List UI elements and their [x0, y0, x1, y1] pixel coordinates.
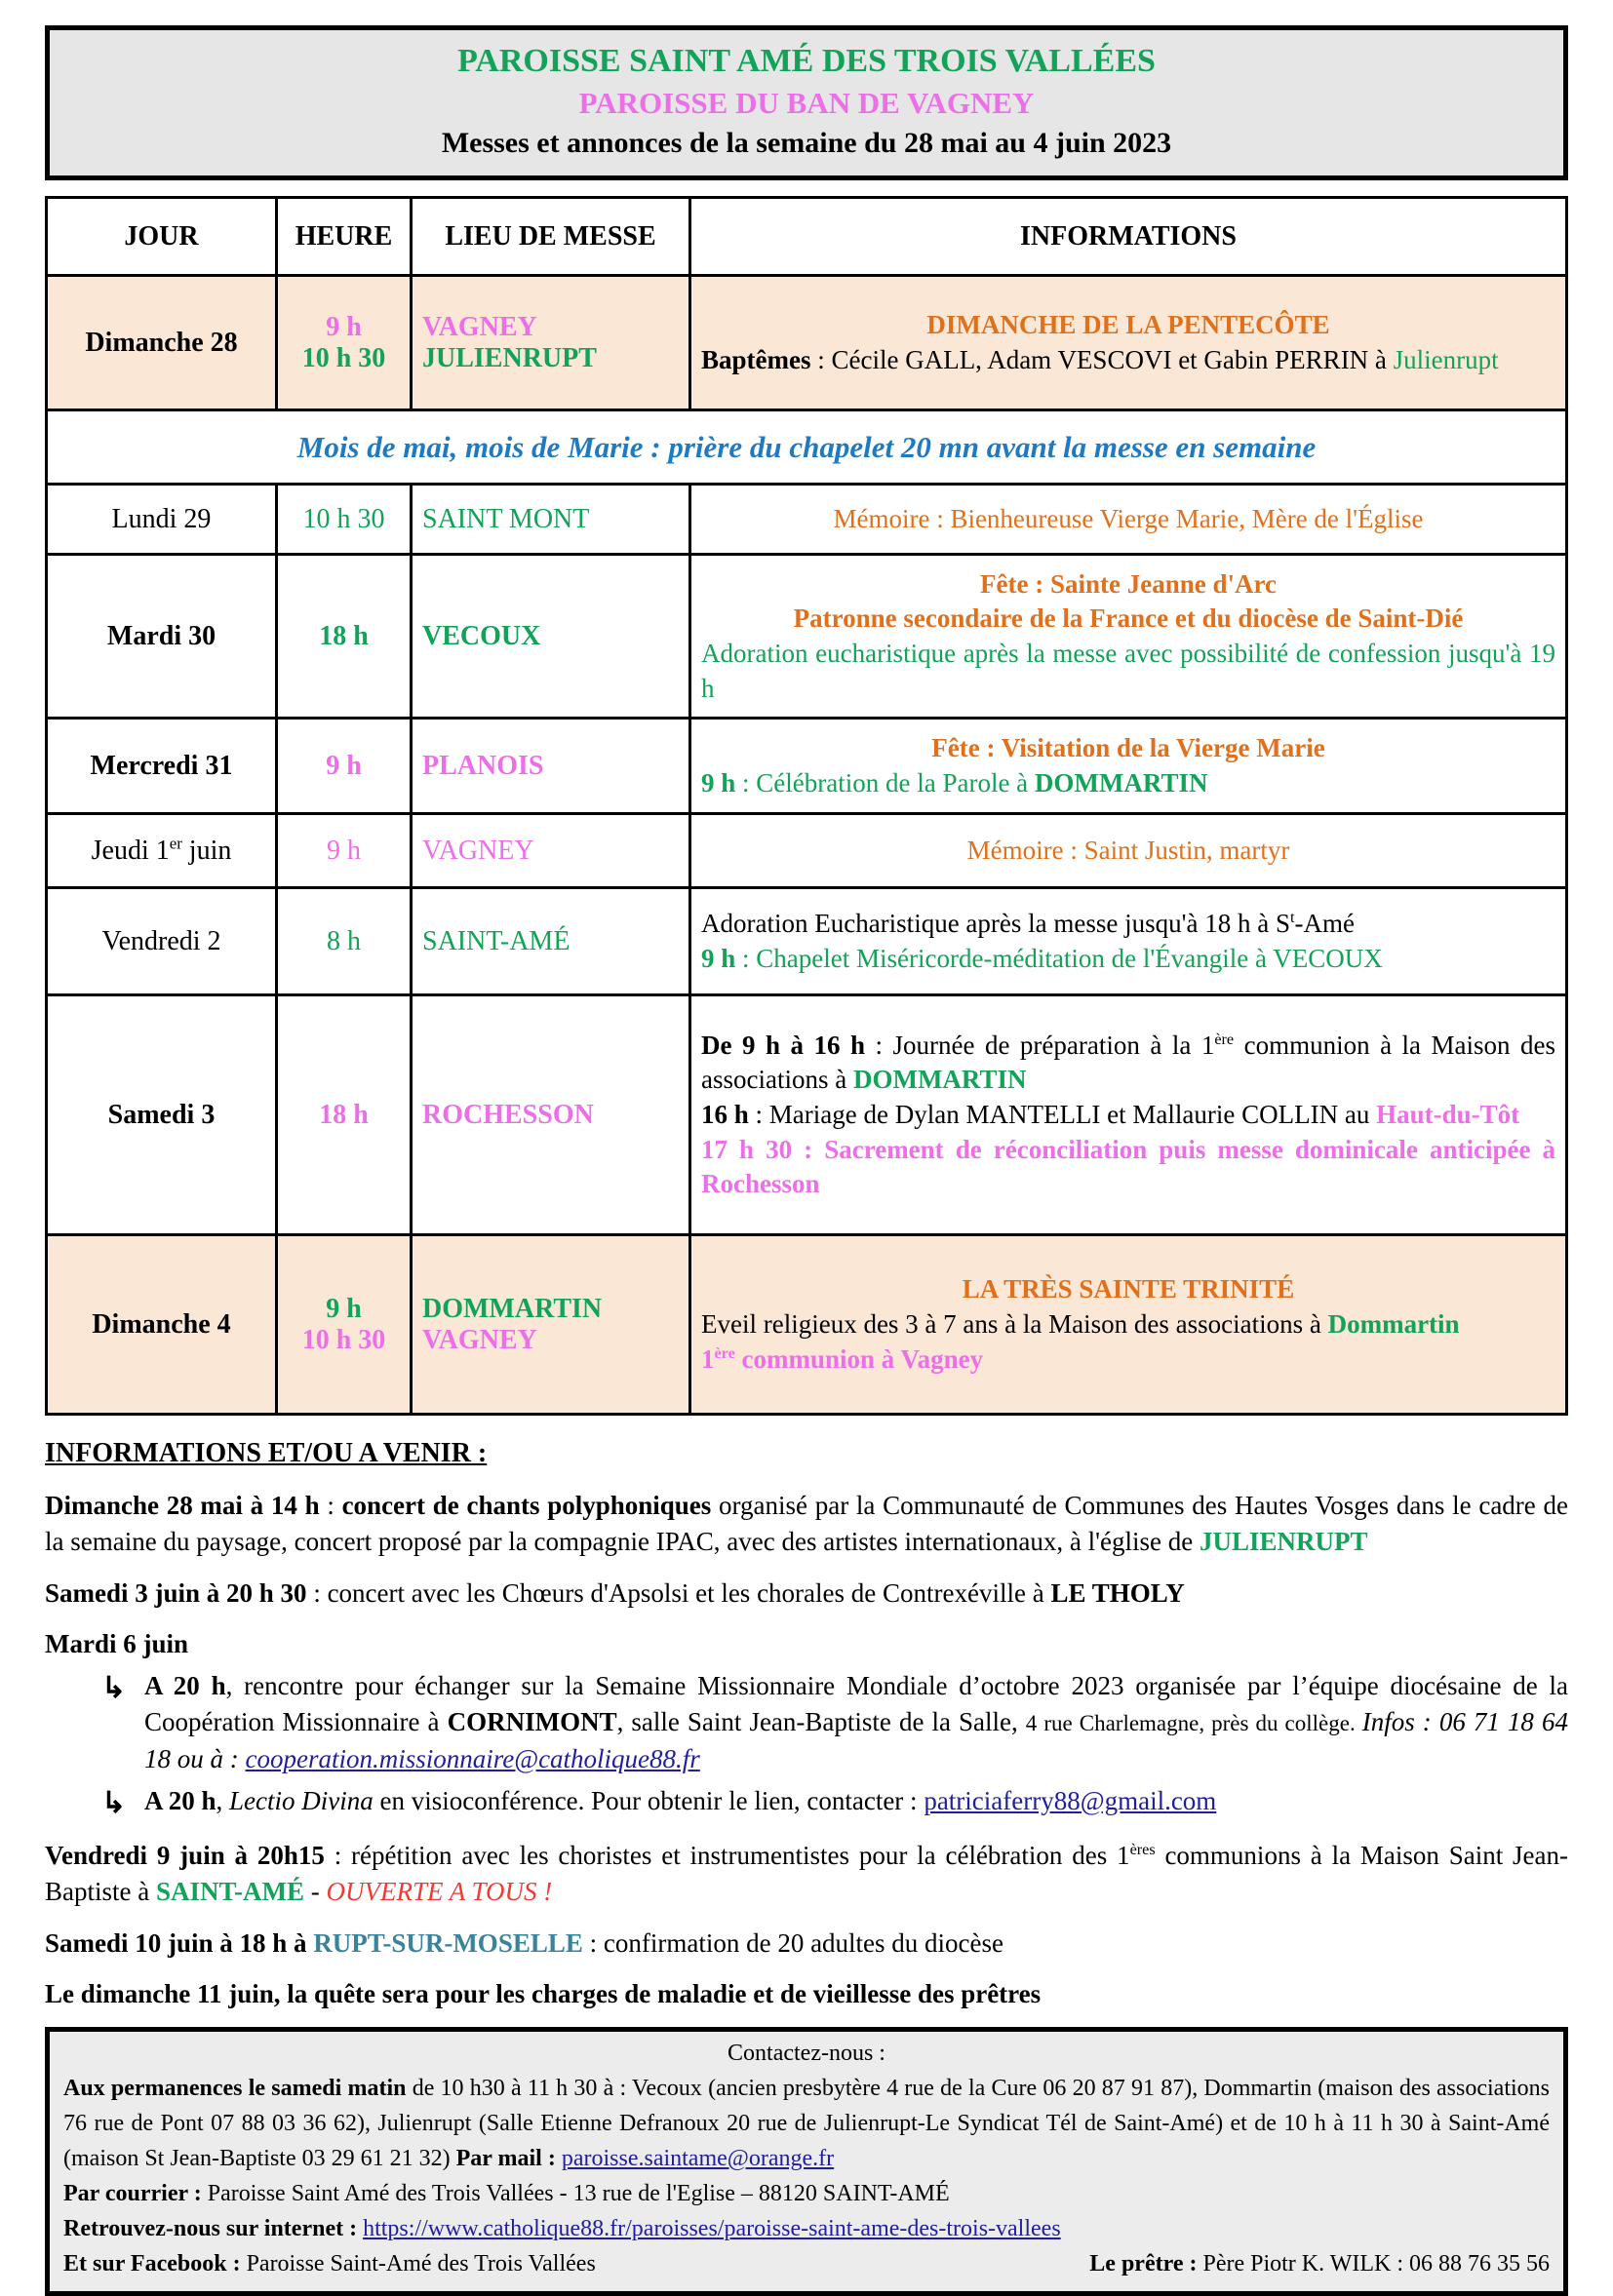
contact-permanences: Aux permanences le samedi matin de 10 h30 à 11 h 30 à : Vecoux (ancien presbytère 4 rue de la Cure 06 20 87 91 87), Dommartin (maison des associations 76 rue de Pont 07 88 03 36 62), Julienrupt (Salle Etienne Defranoux 20 rue de Julienrupt-Le Syndicat Tél de Saint-Amé) et de 10 h à 11 h 30 à Saint-Amé (maison St Jean-Baptiste 03 29 61 21 32) Par mail : paroisse.saintame@orange.fr [63, 2076, 1551, 2172]
day-cell: Mardi 30 [47, 555, 277, 719]
month-of-mary-note: Mois de mai, mois de Marie : prière du chapelet 20 mn avant la messe en semaine [47, 410, 1567, 485]
announcement-mardi-6-juin-heading: Mardi 6 juin [45, 1628, 189, 1658]
day-cell: Mercredi 31 [47, 719, 277, 814]
cooperation-email-link[interactable]: cooperation.missionnaire@catholique88.fr [245, 1743, 700, 1773]
place-cell: ROCHESSON [412, 995, 690, 1235]
table-row-dimanche-4 [47, 1235, 1567, 1415]
bullet-text-lectio-divina: A 20 h, Lectio Divina en visioconférence. Pour obtenir le lien, contacter : patriciaferry88@gmail.com [144, 1785, 1217, 1815]
col-header-jour: JOUR [47, 198, 277, 276]
curved-arrow-bullet-icon: ↳ [101, 1672, 127, 1704]
day-cell: Dimanche 28 [47, 276, 277, 410]
table-row-samedi-3 [47, 995, 1567, 1235]
col-header-heure: HEURE [277, 198, 412, 276]
day-cell: Dimanche 4 [47, 1235, 277, 1415]
bullet-text-missionnaire: A 20 h, rencontre pour échanger sur la Semaine Missionnaire Mondiale d’octobre 2023 organisée par l’équipe diocésaine de la Coopération Missionnaire à CORNIMONT, salle Saint Jean-Baptiste de la Salle, 4 rue Charlemagne, près du collège. Infos : 06 71 18 64 18 ou à : cooperation.missionnaire@catholique88.fr [144, 1671, 1568, 1773]
contact-box [45, 2027, 1568, 2296]
col-header-informations: INFORMATIONS [690, 198, 1567, 276]
contact-courrier: Par courrier : Paroisse Saint Amé des Trois Vallées - 13 rue de l'Eglise – 88120 SAINT-AMÉ [63, 2181, 950, 2207]
announcement-concert-choeurs: Samedi 3 juin à 20 h 30 : concert avec les Chœurs d'Apsolsi et les chorales de Contrexéville à LE THOLY [45, 1577, 1185, 1608]
info-cell: DIMANCHE DE LA PENTECÔTE Baptêmes : Cécile GALL, Adam VESCOVI et Gabin PERRIN à Julienrupt [690, 276, 1567, 410]
bullet-item-missionnaire [101, 1668, 1568, 1777]
place-cell: SAINT-AMÉ [412, 888, 690, 995]
info-cell: Fête : Visitation de la Vierge Marie 9 h : Célébration de la Parole à DOMMARTIN [690, 719, 1567, 814]
time-cell: 9 h 10 h 30 [277, 1235, 412, 1415]
day-cell: Lundi 29 [47, 485, 277, 555]
patricia-email-link[interactable]: patriciaferry88@gmail.com [924, 1785, 1217, 1815]
table-row-mercredi-31 [47, 719, 1567, 814]
parish-title-1: PAROISSE SAINT AMÉ DES TROIS VALLÉES [457, 43, 1156, 79]
contact-footer-row [63, 2246, 1550, 2281]
day-cell: Jeudi 1er juin [47, 814, 277, 888]
info-cell: Mémoire : Saint Justin, martyr [690, 814, 1567, 888]
parish-title-2: PAROISSE DU BAN DE VAGNEY [578, 85, 1035, 120]
day-cell: Samedi 3 [47, 995, 277, 1235]
parish-email-link[interactable]: paroisse.saintame@orange.fr [561, 2146, 835, 2172]
contact-internet: Retrouvez-nous sur internet : https://www.catholique88.fr/paroisses/paroisse-saint-ame-des-trois-vallees [63, 2216, 1061, 2242]
announcements-section [45, 1435, 1568, 2012]
place-cell: VAGNEY [412, 814, 690, 888]
time-cell: 8 h [277, 888, 412, 995]
table-row-dimanche-28 [47, 276, 1567, 410]
contact-facebook: Et sur Facebook : Paroisse Saint-Amé des Trois Vallées [63, 2251, 596, 2277]
place-cell: VAGNEY JULIENRUPT [412, 276, 690, 410]
info-cell: Mémoire : Bienheureuse Vierge Marie, Mère de l'Église [690, 485, 1567, 555]
place-cell: SAINT MONT [412, 485, 690, 555]
table-row-vendredi-2 [47, 888, 1567, 995]
announcement-confirmation: Samedi 10 juin à 18 h à RUPT-SUR-MOSELLE : confirmation de 20 adultes du diocèse [45, 1927, 1004, 1958]
announcements-heading: INFORMATIONS ET/OU A VENIR : [45, 1438, 488, 1469]
bullet-item-lectio-divina [101, 1783, 1568, 1823]
time-cell: 9 h 10 h 30 [277, 276, 412, 410]
table-row-jeudi-1er-juin [47, 814, 1567, 888]
curved-arrow-bullet-icon: ↳ [101, 1786, 127, 1819]
info-cell: Adoration Eucharistique après la messe jusqu'à 18 h à $S^t$-Amé 9 h : Chapelet Miséricorde-méditation de l'Évangile à VECOUX [690, 888, 1567, 995]
website-link[interactable]: https://www.catholique88.fr/paroisses/paroisse-saint-ame-des-trois-vallees [363, 2216, 1061, 2242]
time-cell: 18 h [277, 995, 412, 1235]
time-cell: 10 h 30 [277, 485, 412, 555]
col-header-lieu: LIEU DE MESSE [412, 198, 690, 276]
time-cell: 9 h [277, 814, 412, 888]
header-box [45, 25, 1568, 180]
contact-title: Contactez-nous : [728, 2041, 885, 2067]
announcement-quete: Le dimanche 11 juin, la quête sera pour les charges de maladie et de vieillesse des prêtres [45, 1978, 1042, 2008]
table-row-mardi-30 [47, 555, 1567, 719]
table-row-note [47, 410, 1567, 485]
time-cell: 18 h [277, 555, 412, 719]
day-cell: Vendredi 2 [47, 888, 277, 995]
table-header-row [47, 198, 1567, 276]
info-cell: Fête : Sainte Jeanne d'Arc Patronne secondaire de la France et du diocèse de Saint-Dié Adoration eucharistique après la messe avec possibilité de confession jusqu'à 19 h [690, 555, 1567, 719]
info-cell: De 9 h à 16 h : Journée de préparation à la 1ère communion à la Maison des associations à DOMMARTIN 16 h : Mariage de Dylan MANTELLI et Mallaurie COLLIN au Haut-du-Tôt 17 h 30 : Sacrement de réconciliation puis messe dominicale anticipée à Rochesson [690, 995, 1567, 1235]
place-cell: PLANOIS [412, 719, 690, 814]
announcement-repetition: Vendredi 9 juin à 20h15 : répétition avec les choristes et instrumentistes pour la célébration des 1ères communions à la Maison Saint Jean-Baptiste à SAINT-AMÉ - OUVERTE A TOUS ! [45, 1841, 1569, 1907]
week-range-title: Messes et annonces de la semaine du 28 mai au 4 juin 2023 [441, 126, 1172, 159]
table-row-lundi-29 [47, 485, 1567, 555]
place-cell: VECOUX [412, 555, 690, 719]
contact-pretre: Le prêtre : Père Piotr K. WILK : 06 88 76 35 56 [1089, 2251, 1550, 2277]
announcement-concert-polyphonique: Dimanche 28 mai à 14 h : concert de chants polyphoniques organisé par la Communauté de Communes des Hautes Vosges dans le cadre de la semaine du paysage, concert proposé par la compagnie IPAC, avec des artistes internationaux, à l'église de JULIENRUPT [45, 1491, 1568, 1557]
mass-schedule-table [45, 196, 1568, 1416]
info-cell: LA TRÈS SAINTE TRINITÉ Eveil religieux des 3 à 7 ans à la Maison des associations à Dommartin 1ère communion à Vagney [690, 1235, 1567, 1415]
place-cell: DOMMARTIN VAGNEY [412, 1235, 690, 1415]
time-cell: 9 h [277, 719, 412, 814]
